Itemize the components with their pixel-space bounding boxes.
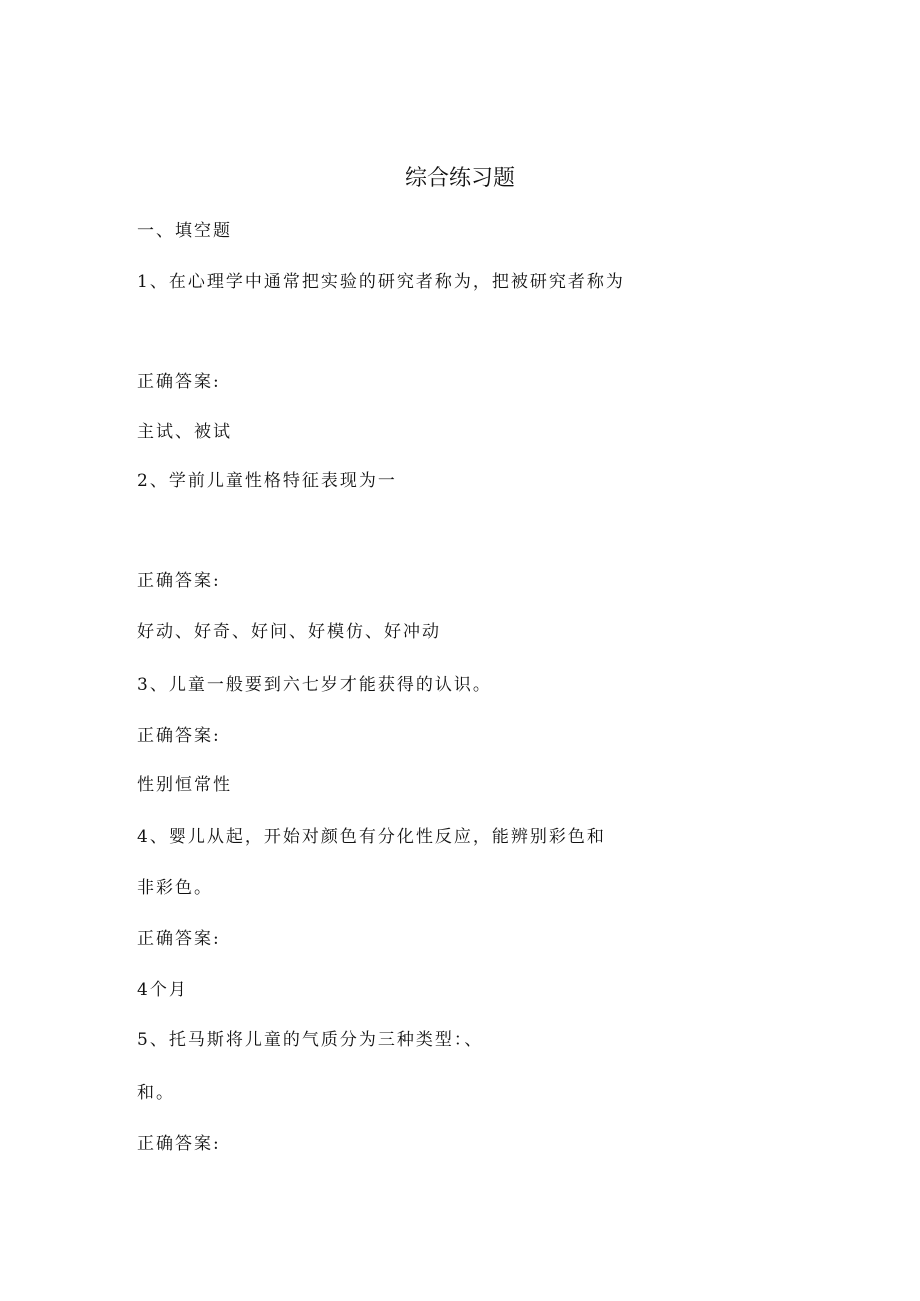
answer-label-3: 正确答案:: [137, 726, 221, 746]
question-3-text: 3、儿童一般要到六七岁才能获得的认识。: [137, 675, 492, 695]
answer-label-1: 正确答案:: [137, 372, 221, 392]
answer-2: 好动、好奇、好问、好模仿、好冲动: [137, 622, 441, 642]
answer-4: 4个月: [137, 980, 188, 1000]
question-4-text-line-2: 非彩色。: [137, 878, 213, 898]
question-2-text: 2、学前儿童性格特征表现为一: [137, 471, 397, 491]
question-1-text: 1、在心理学中通常把实验的研究者称为，把被研究者称为: [137, 272, 625, 292]
page-title: 综合练习题: [404, 165, 515, 191]
answer-label-5: 正确答案:: [137, 1134, 221, 1154]
answer-label-4: 正确答案:: [137, 929, 221, 949]
section-heading: 一、填空题: [137, 221, 232, 241]
question-5-text-line-2: 和。: [137, 1083, 175, 1103]
answer-label-2: 正确答案:: [137, 571, 221, 591]
answer-3: 性别恒常性: [137, 775, 232, 795]
question-4-text-line-1: 4、婴儿从起，开始对颜色有分化性反应，能辨别彩色和: [137, 827, 606, 847]
answer-1: 主试、被试: [137, 422, 232, 442]
question-5-text-line-1: 5、托马斯将儿童的气质分为三种类型：、: [137, 1030, 484, 1050]
